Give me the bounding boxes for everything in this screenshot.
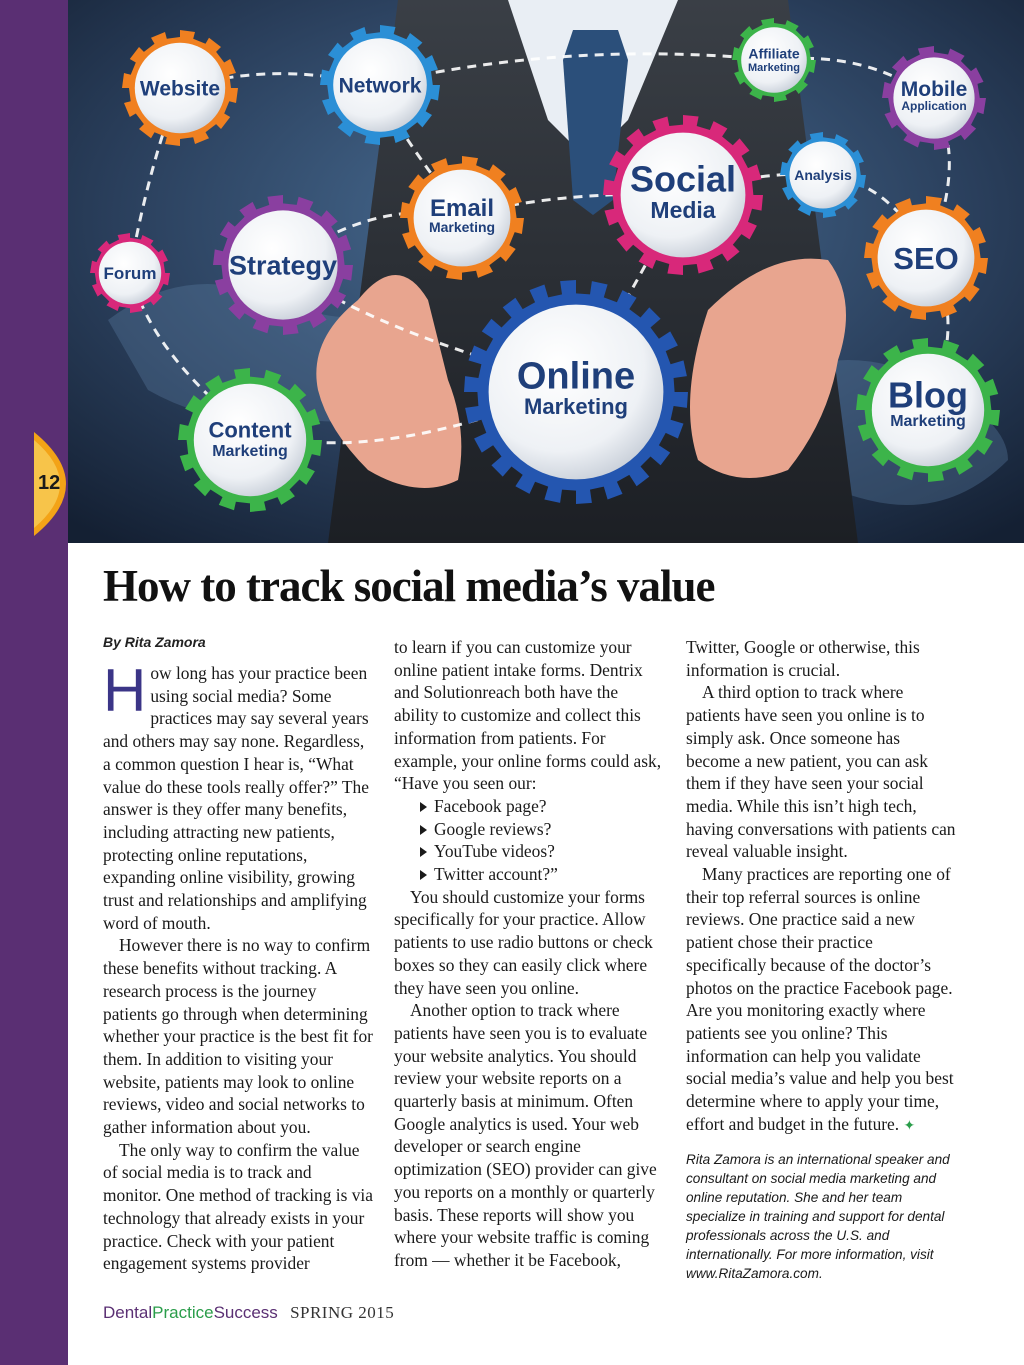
gear-label: Analysis: [794, 166, 852, 183]
paragraph-intro: How long has your practice been using social media? Some practices may say several years and others may say none. Regardless, a common question I hear is, “What value do these tools really offer?” The answer is they offer many benefits, including attracting new patients, protecting online reputations, expanding online visibility, growing trust and relationships and amplifying word of mouth.: [103, 657, 369, 933]
end-mark-icon: ✦: [903, 1117, 916, 1134]
list-item: Google reviews?: [416, 818, 664, 841]
list-item: Facebook page?: [416, 795, 664, 818]
gear-label: Forum: [103, 263, 157, 283]
hero-illustration: [68, 0, 1024, 543]
gear-sublabel: Marketing: [524, 394, 628, 419]
drop-cap: H: [103, 657, 147, 724]
gear-label: Social: [629, 158, 737, 200]
paragraph: However there is no way to confirm these benefits without tracking. A research process is the journey patients go through when determining whether your practice is the best fit for them. In addition to visiting your website, patients may look to online reviews, video and social networks to gather information about you.: [103, 935, 373, 1138]
paragraph: A third option to track where patients have seen you online is to simply ask. Once someone has become a new patient, you can ask them if they have seen your social media. While this isn’t high tech, having conversations with patients can reveal valuable insight.: [686, 682, 956, 862]
gear-label: SEO: [893, 240, 959, 276]
gear-label: Blog: [888, 374, 968, 416]
paragraph: to learn if you can customize your online patient intake forms. Dentrix and Solutionreach both have the ability to customize and collect this information from patients. For example, your online forms could ask, “Have you seen our:: [394, 637, 662, 794]
gear-label: Mobile: [900, 78, 968, 102]
page-number: 12: [38, 472, 61, 494]
byline: By Rita Zamora: [103, 634, 206, 650]
article-column-2: [394, 636, 664, 1272]
gear-sublabel: Marketing: [212, 443, 288, 460]
paragraph: Twitter, Google or otherwise, this information is crucial.: [686, 637, 920, 680]
footer-brand-success: Success: [213, 1303, 278, 1322]
gear-sublabel: Marketing: [428, 219, 496, 235]
article-column-3: [686, 636, 956, 1137]
gear-sublabel: Application: [901, 99, 967, 113]
gear-sublabel: Marketing: [748, 62, 800, 74]
gear-sublabel: Media: [650, 197, 716, 223]
gear-sublabel: Marketing: [890, 413, 966, 430]
gear-label: Email: [429, 194, 495, 222]
bullet-list: [394, 795, 664, 886]
gear-label: Content: [208, 417, 292, 443]
gear-label: Website: [139, 77, 221, 101]
paragraph: Many practices are reporting one of their top referral sources is online reviews. One practice said a new patient chose their practice specifically because of the doctor’s photos on the practice Facebook page. Are you monitoring exactly where patients see you online? This information can help you validate social media’s value and help you best determine where to apply your time, effort and budget in the future. ✦: [686, 864, 954, 1134]
list-item: YouTube videos?: [416, 840, 664, 863]
paragraph: You should customize your forms specifically for your practice. Allow patients to use radio buttons or check boxes so they can easily click where they have seen you online.: [394, 886, 653, 998]
hero-image: [68, 0, 1024, 543]
footer-issue: SPRING 2015: [290, 1303, 395, 1322]
gear-label: Affiliate: [748, 45, 800, 62]
paragraph: The only way to confirm the value of social media is to track and monitor. One method of tracking is via technology that already exists in your practice. Check with your patient engagement systems provider: [103, 1139, 373, 1274]
left-sidebar-band: [0, 0, 68, 1365]
footer-brand-practice: Practice: [152, 1303, 214, 1322]
footer-brand-dental: Dental: [103, 1303, 153, 1322]
article-column-1: [103, 657, 373, 1275]
article-title: How to track social media’s value: [103, 561, 715, 611]
list-item: Twitter account?”: [416, 863, 664, 886]
author-bio: Rita Zamora is an international speaker and consultant on social media marketing and online reputation. She and her team specialize in training and support for dental professionals across the U.S. and internationally. For more information, visit www.RitaZamora.com.: [686, 1152, 950, 1281]
footer: [103, 1303, 394, 1323]
gear-label: Network: [338, 74, 422, 98]
paragraph: Another option to track where patients have seen you is to evaluate your website analytics. You should review your website reports on a quarterly basis at minimum. Often Google analytics is used. Your web developer or search engine optimization (SEO) provider can give you reports on a monthly or quarterly basis. These reports will show you where your website traffic is coming from — whether it be Facebook,: [394, 1000, 657, 1270]
gear-label: Strategy: [228, 250, 338, 281]
gear-label: Online: [516, 355, 636, 398]
